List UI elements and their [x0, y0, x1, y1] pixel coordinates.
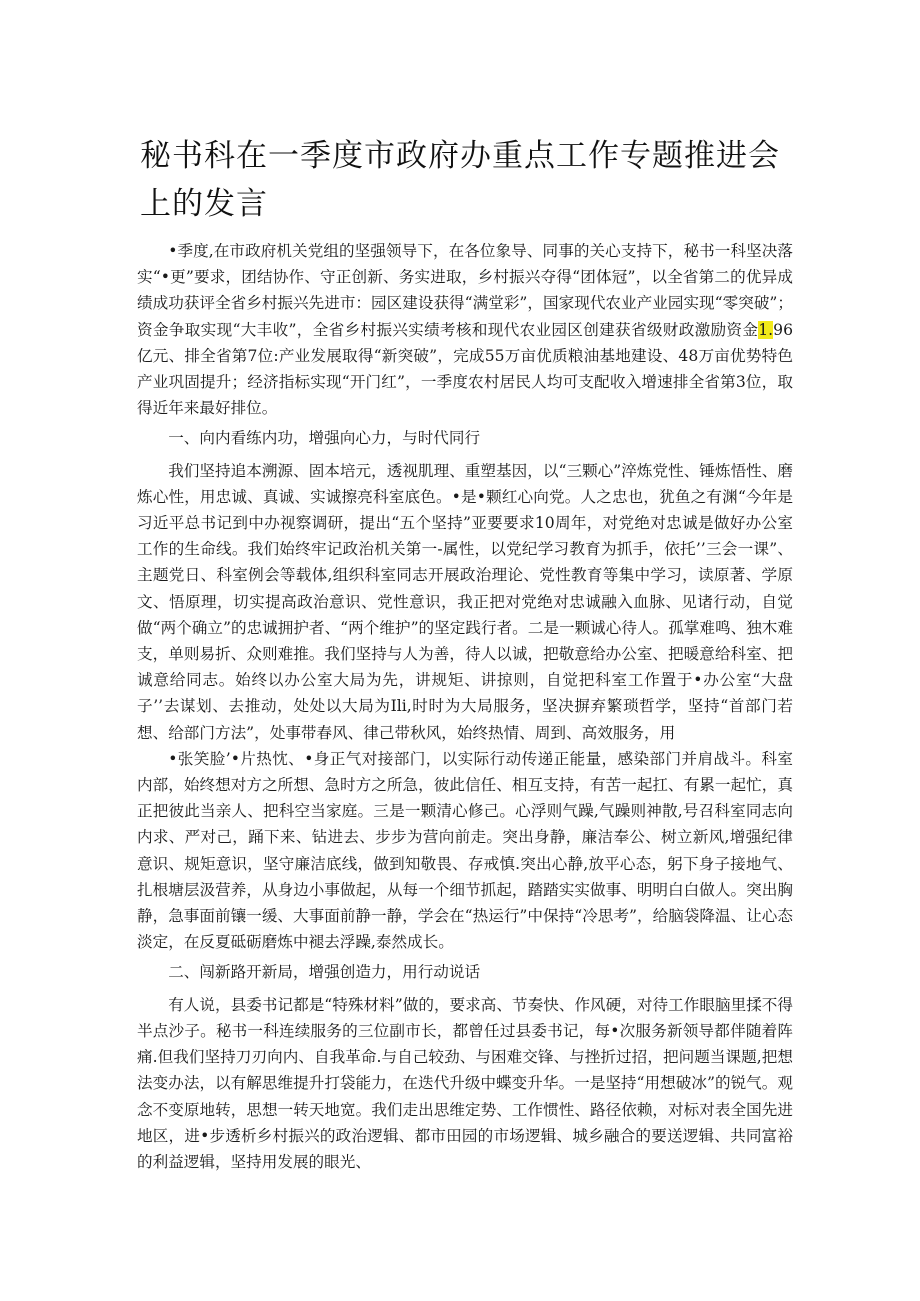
- intro-text-before: •季度,在市政府机关党组的坚强领导下，在各位象导、同事的关心支持下，秘书一科坚决落实“•更”要求，团结协作、守正创新、务实进取，乡村振兴夺得“团体冠”，以全省第二的优异成绩成功获评全省乡村振兴先进市：园区建设获得“满堂彩”，国家现代农业产业园实现“零突破”；资金争取实现“大丰收”，全省乡村振兴实绩考核和现代农业园区创建获省级财政激励资金: [137, 242, 793, 339]
- section-2-paragraph: 有人说，县委书记都是“特殊材料”做的，要求高、节奏快、作风硬，对待工作眼脑里揉不得半点沙子。秘书一科连续服务的三位副市长，都曾任过县委书记，每•次服务新领导都伴随着阵痛.但我们坚持刀刃向内、自我革命.与自己较劲、与困难交锋、与挫折过招，把问题当课题,把想法变办法，以有解思维提升打袋能力，在迭代升级中蝶变升华。一是坚持“用想破冰”的锐气。观念不变原地转，思想一转天地宽。我们走出思维定势、工作惯性、路径依赖，对标对表全国先进地区，进•步透析乡村振兴的政治逻辑、都市田园的市场逻辑、城乡融合的要送逻辑、共同富裕的利益逻辑，坚持用发展的眼光、: [137, 995, 793, 1171]
- section-2-heading: 二、闯新路开新局，增强创造力，用行动说话: [168, 963, 481, 982]
- section-1-heading: 一、向内看练内功，增强向心力，与时代同行: [168, 429, 481, 448]
- section-1-continuation: •张笑脸’•片热忱、•身正气对接部门，以实际行动传递正能量，感染部门并肩战斗。科室内部，始终想对方之所想、急时方之所急，彼此信任、相互支持，有苦一起扛、有累一起忙，真正把彼此当亲人、把科空当家庭。三是一颗清心修己。心浮则气躁,气躁则神散,号召科室同志向内求、严对己，踊下来、钻进去、步步为营向前走。突出身静，廉洁奉公、树立新风,增强纪律意识、规矩意识，坚守廉洁底线，做到知敬畏、存戒慎.突出心静,放平心态，躬下身子接地气、扎根塘层汲营养，从身边小事做起，从每一个细节抓起，踏踏实实做事、明明白白做人。突出胸静，急事面前镶一缓、大事面前静一静，学会在“热运行”中保持“冷思考”，给脑袋降温、让心态淡定，在反夏砥砺磨炼中褪去浮躁,泰然成长。: [137, 749, 793, 952]
- document-body: [137, 238, 793, 1175]
- highlighted-text: 1.: [758, 320, 774, 339]
- intro-paragraph: [137, 238, 793, 421]
- section-1-paragraph: 我们坚持追本溯源、固本培元，透视肌理、重塑基因，以“三颗心”淬炼党性、锤炼悟性、磨炼心性，用忠诚、真诚、实诚擦亮科室底色。•是•颗红心向党。人之忠也，犹鱼之有渊“今年是习近平总书记到中办视察调研，提出“五个坚持”亚要要求10周年，对党绝对忠诚是做好办公室工作的生命线。我们始终牢记政治机关第一-属性，以党纪学习教育为抓手，依托’’三会一课”、主题党日、科室例会等载体,组织科室同志开展政治理论、党性教育等集中学习，读原著、学原文、悟原理，切实提高政治意识、党性意识，我正把对党绝对忠诚融入血脉、见诸行动，自觉做“两个确立”的忠诚拥护者、“两个维护”的坚定践行者。二是一颗诚心待人。孤掌难鸣、独木难支，单则易折、众则难推。我们坚持与人为善，待人以诚，把敬意给办公室、把暖意给科室、把诚意给同志。始终以办公室大局为先，讲规矩、讲掠则，自觉把科室工作置于•办公室“大盘子’’去谋划、去推动，处处以大局为Ili,时时为大局服务，坚决摒弃繁琐哲学，坚持“首部门若想、给部门方法”，处事带春风、律己带秋风，始终热情、周到、高效服务，用: [137, 461, 793, 742]
- document-title: 秘书科在一季度市政府办重点工作专题推进会上的发言: [140, 138, 780, 222]
- intro-text-after: 96亿元、排全省第7位:产业发展取得“新突破”，完成55万亩优质粮油基地建设、48万亩优势特色产业巩固提升；经济指标实现“开门红”，一季度农村居民人均可支配收入增速排全省第3位，取得近年来最好排位。: [137, 320, 793, 418]
